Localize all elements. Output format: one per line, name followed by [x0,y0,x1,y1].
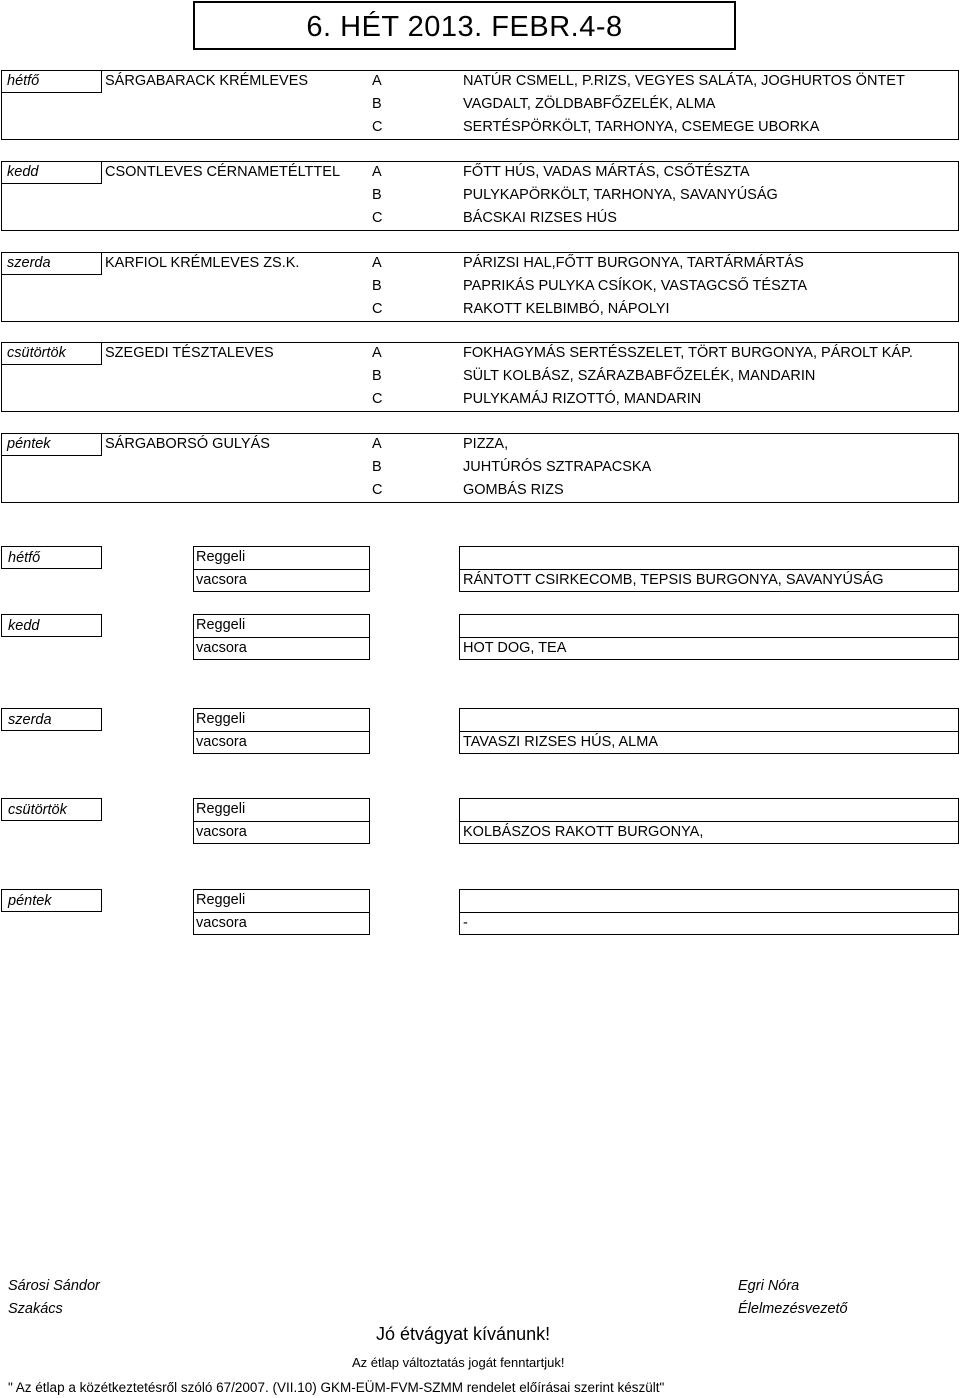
option-letter: A [372,436,382,452]
option-letter: C [372,119,383,135]
day-cell [1,889,102,912]
option-letter: B [372,459,382,475]
day-label: szerda [8,712,52,728]
breakfast-label: Reggeli [196,617,246,633]
day-cell [1,252,102,275]
day-cell [1,70,102,93]
day-cell [1,708,102,731]
option-letter: B [372,187,382,203]
legal-note: " Az étlap a közétkeztetésről szóló 67/2007. (VII.10) GKM-EÜM-FVM-SZMM rendelet előírásai szerint készült" [8,1380,665,1395]
soup: KARFIOL KRÉMLEVES ZS.K. [105,255,300,271]
breakfast-label: Reggeli [196,801,246,817]
dinner-label: vacsora [196,640,247,656]
option-dish: BÁCSKAI RIZSES HÚS [463,210,617,226]
option-letter: C [372,301,383,317]
day-cell [1,342,102,365]
option-dish: SÜLT KOLBÁSZ, SZÁRAZBABFŐZELÉK, MANDARIN [463,368,816,384]
option-dish: NATÚR CSMELL, P.RIZS, VEGYES SALÁTA, JOGHURTOS ÖNTET [463,73,905,89]
option-dish: RAKOTT KELBIMBÓ, NÁPOLYI [463,301,670,317]
day-label: péntek [7,436,51,452]
dinner-dish: TAVASZI RIZSES HÚS, ALMA [463,734,658,750]
soup: SÁRGABORSÓ GULYÁS [105,436,270,452]
breakfast-label: Reggeli [196,549,246,565]
day-label: csütörtök [7,345,66,361]
meal-frame [459,889,959,935]
option-letter: B [372,278,382,294]
dinner-label: vacsora [196,824,247,840]
dinner-dish: KOLBÁSZOS RAKOTT BURGONYA, [463,824,704,840]
day-label: hétfő [7,73,40,89]
option-dish: PIZZA, [463,436,509,452]
breakfast-label: Reggeli [196,711,246,727]
disclaimer: Az étlap változtatás jogát fenntartjuk! [352,1355,565,1370]
option-dish: VAGDALT, ZÖLDBABFŐZELÉK, ALMA [463,96,716,112]
day-label: szerda [7,255,51,271]
day-label: hétfő [8,550,41,566]
option-dish: JUHTÚRÓS SZTRAPACSKA [463,459,652,475]
day-cell [1,161,102,184]
day-cell [1,546,102,569]
option-letter: C [372,482,383,498]
soup: SÁRGABARACK KRÉMLEVES [105,73,309,89]
day-label: péntek [8,893,52,909]
dinner-dish: RÁNTOTT CSIRKECOMB, TEPSIS BURGONYA, SAVANYÚSÁG [463,572,884,588]
manager-role: Élelmezésvezető [738,1301,848,1317]
breakfast-label: Reggeli [196,892,246,908]
day-label: csütörtök [8,802,67,818]
option-letter: A [372,73,382,89]
option-dish: FOKHAGYMÁS SERTÉSSZELET, TÖRT BURGONYA, PÁROLT KÁP. [463,345,913,361]
option-letter: A [372,345,382,361]
dinner-label: vacsora [196,734,247,750]
cook-name: Sárosi Sándor [8,1278,100,1294]
dinner-dish: - [463,915,468,931]
soup: CSONTLEVES CÉRNAMETÉLTTEL [105,164,341,180]
dinner-label: vacsora [196,572,247,588]
option-letter: C [372,210,383,226]
option-dish: PULYKAMÁJ RIZOTTÓ, MANDARIN [463,391,702,407]
manager-name: Egri Nóra [738,1278,800,1294]
option-letter: B [372,368,382,384]
option-dish: PULYKAPÖRKÖLT, TARHONYA, SAVANYÚSÁG [463,187,778,203]
cook-role: Szakács [8,1301,63,1317]
title-box [193,1,736,50]
option-letter: A [372,164,382,180]
soup: SZEGEDI TÉSZTALEVES [105,345,274,361]
option-dish: GOMBÁS RIZS [463,482,564,498]
option-dish: PÁRIZSI HAL,FŐTT BURGONYA, TARTÁRMÁRTÁS [463,255,804,271]
day-cell [1,614,102,637]
day-label: kedd [8,618,40,634]
dinner-dish: HOT DOG, TEA [463,640,567,656]
option-letter: C [372,391,383,407]
option-letter: B [372,96,382,112]
option-dish: SERTÉSPÖRKÖLT, TARHONYA, CSEMEGE UBORKA [463,119,820,135]
page-title: 6. HÉT 2013. FEBR.4-8 [306,11,623,43]
dinner-label: vacsora [196,915,247,931]
day-cell [1,798,102,821]
greeting: Jó étvágyat kívánunk! [376,1324,551,1344]
option-letter: A [372,255,382,271]
option-dish: FŐTT HÚS, VADAS MÁRTÁS, CSŐTÉSZTA [463,164,750,180]
day-cell [1,433,102,456]
option-dish: PAPRIKÁS PULYKA CSÍKOK, VASTAGCSŐ TÉSZTA [463,278,808,294]
day-label: kedd [7,164,39,180]
